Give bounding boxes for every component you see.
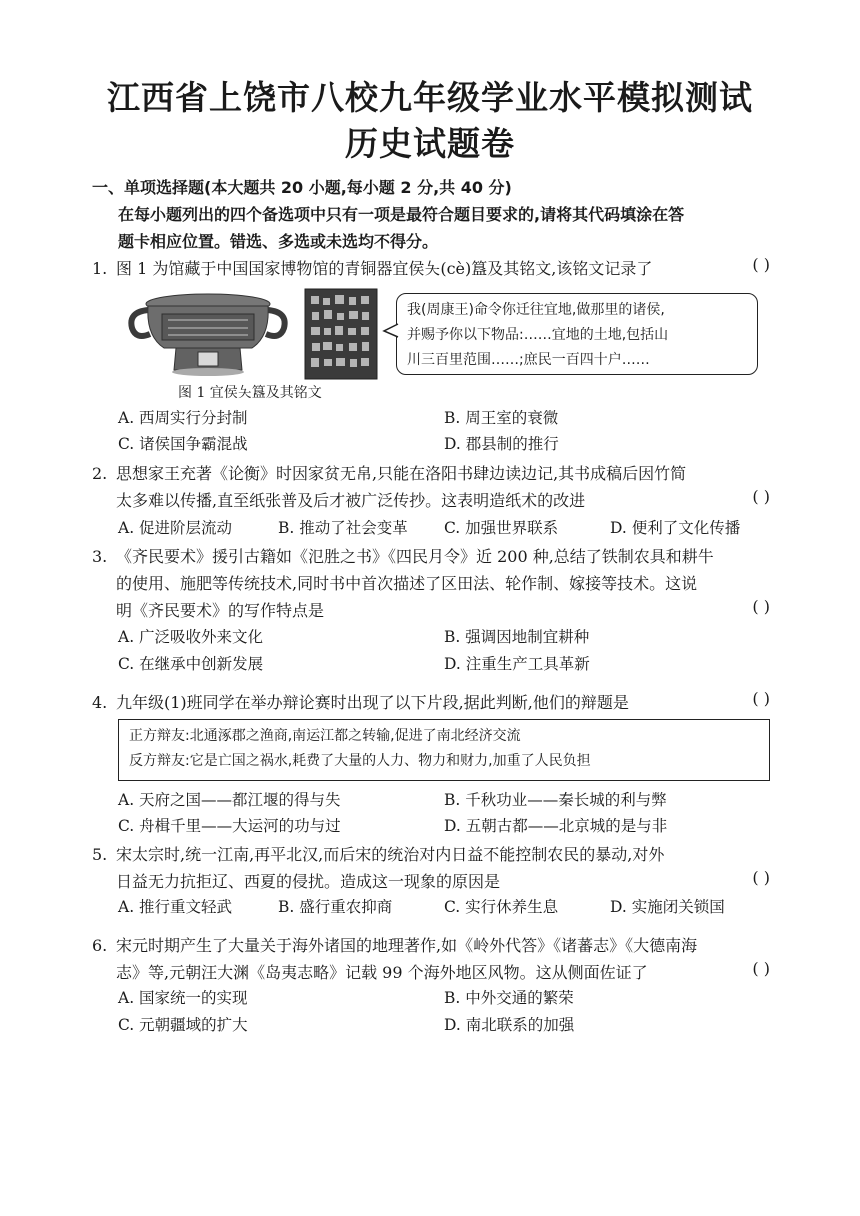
answer-blank-6: ( )	[752, 959, 770, 978]
q5-option-c: C. 实行休养生息	[444, 898, 559, 916]
q4-option-c: C. 舟楫千里——大运河的功与过	[118, 817, 341, 835]
answer-blank-5: ( )	[752, 868, 770, 887]
q3-option-d: D. 注重生产工具革新	[444, 655, 590, 673]
question-1: 1. 图 1 为馆藏于中国国家博物馆的青铜器宜侯夨(cè)簋及其铭文,该铭文记录了	[92, 259, 653, 278]
section-heading: 一、单项选择题(本大题共 20 小题,每小题 2 分,共 40 分)	[92, 178, 512, 197]
q1-option-c: C. 诸侯国争霸混战	[118, 435, 248, 453]
exam-title: 江西省上饶市八校九年级学业水平模拟测试	[107, 78, 753, 117]
question-6: 6. 宋元时期产生了大量关于海外诸国的地理著作,如《岭外代答》《诸蕃志》《大德南海 志》等,元朝汪大渊《岛夷志略》记载 99 个海外地区风物。这从侧面佐证了	[92, 936, 698, 982]
debate-excerpt-box: 正方辩友:北通涿郡之渔商,南运江都之转输,促进了南北经济交流 反方辩友:它是亡国之祸水,耗费了大量的人力、物力和财力,加重了人民负担	[118, 719, 770, 781]
q2-option-d: D. 便利了文化传播	[610, 519, 741, 537]
bronze-gui-vessel-image	[124, 290, 292, 378]
q5-option-b: B. 盛行重农抑商	[278, 898, 393, 916]
inscription-rubbing-image	[304, 288, 378, 380]
bubble-pointer	[382, 322, 400, 340]
inscription-quote-bubble: 我(周康王)命令你迁往宜地,做那里的诸侯, 并赐予你以下物品:……宜地的土地,包括山 川三百里范围……;庶民一百四十户……	[396, 293, 758, 375]
answer-blank-1: ( )	[752, 255, 770, 274]
q3-option-c: C. 在继承中创新发展	[118, 655, 264, 673]
q6-option-a: A. 国家统一的实现	[118, 989, 248, 1007]
q6-option-c: C. 元朝疆域的扩大	[118, 1016, 248, 1034]
q2-option-b: B. 推动了社会变革	[278, 519, 408, 537]
q4-option-d: D. 五朝古都——北京城的是与非	[444, 817, 668, 835]
q2-option-c: C. 加强世界联系	[444, 519, 559, 537]
answer-blank-2: ( )	[752, 487, 770, 506]
question-5: 5. 宋太宗时,统一江南,再平北汉,而后宋的统治对内日益不能控制农民的暴动,对外 日益无力抗拒辽、西夏的侵扰。造成这一现象的原因是	[92, 845, 665, 891]
q1-option-b: B. 周王室的衰微	[444, 409, 559, 427]
q4-option-b: B. 千秋功业——秦长城的利与弊	[444, 791, 667, 809]
q6-option-d: D. 南北联系的加强	[444, 1016, 575, 1034]
q1-option-d: D. 郡县制的推行	[444, 435, 559, 453]
question-3: 3. 《齐民要术》援引古籍如《氾胜之书》《四民月令》近 200 种,总结了铁制农具和耕牛 的使用、施肥等传统技术,同时书中首次描述了区田法、轮作制、嫁接等技术。这说 明《齐民要术》的写作特点是	[92, 547, 714, 620]
question-4: 4. 九年级(1)班同学在举办辩论赛时出现了以下片段,据此判断,他们的辩题是	[92, 693, 629, 712]
q3-option-a: A. 广泛吸收外来文化	[118, 628, 264, 646]
q5-option-a: A. 推行重文轻武	[118, 898, 233, 916]
question-2: 2. 思想家王充著《论衡》时因家贫无帛,只能在洛阳书肆边读边记,其书成稿后因竹简 太多难以传播,直至纸张普及后才被广泛传抄。这表明造纸术的改进	[92, 464, 687, 510]
answer-blank-4: ( )	[752, 689, 770, 708]
exam-subtitle: 历史试题卷	[345, 124, 515, 163]
q2-option-a: A. 促进阶层流动	[118, 519, 233, 537]
q4-option-a: A. 天府之国——都江堰的得与失	[118, 791, 341, 809]
figure-1-caption: 图 1 宜侯夨簋及其铭文	[178, 385, 322, 401]
answer-blank-3: ( )	[752, 597, 770, 616]
q6-option-b: B. 中外交通的繁荣	[444, 989, 574, 1007]
section-instructions: 在每小题列出的四个备选项中只有一项是最符合题目要求的,请将其代码填涂在答 题卡相应位置。错选、多选或未选均不得分。	[118, 205, 685, 251]
q3-option-b: B. 强调因地制宜耕种	[444, 628, 590, 646]
q5-option-d: D. 实施闭关锁国	[610, 898, 725, 916]
q1-option-a: A. 西周实行分封制	[118, 409, 248, 427]
